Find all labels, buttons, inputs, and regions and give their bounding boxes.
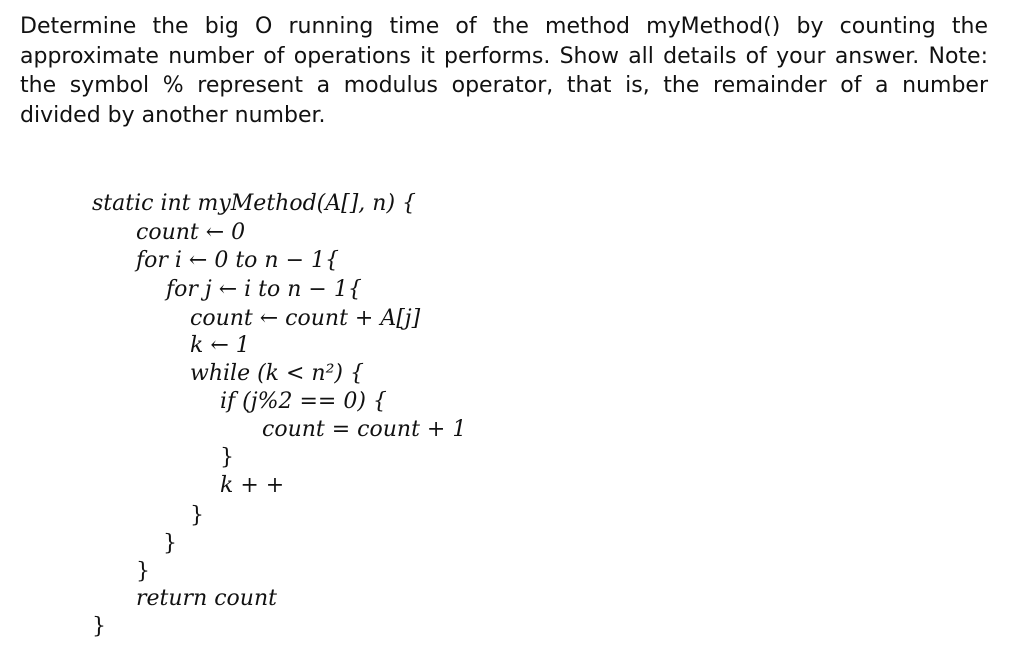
return-line: return count bbox=[136, 586, 277, 611]
close-while-brace: } bbox=[190, 503, 204, 528]
close-if-brace: } bbox=[220, 445, 234, 470]
method-signature: static int myMethod(A[], n) { bbox=[92, 191, 417, 216]
close-for-i-brace: } bbox=[136, 559, 150, 584]
count-init-line: count ← 0 bbox=[136, 220, 246, 245]
for-i-line: for i ← 0 to n − 1{ bbox=[136, 248, 340, 273]
while-line: while (k < n²) { bbox=[190, 361, 364, 386]
close-for-j-brace: } bbox=[163, 531, 177, 556]
count-add-line: count ← count + A[j] bbox=[190, 306, 421, 331]
question-text: Determine the big O running time of the method myMethod() by counting the approximate number of operations it performs. Show all details of your answer. Note: the symbol % represent a modulus operator, that is, the remainder of a number divided by another number. bbox=[20, 14, 988, 128]
k-init-line: k ← 1 bbox=[190, 333, 250, 358]
if-line: if (j%2 == 0) { bbox=[220, 389, 387, 414]
count-inc-line: count = count + 1 bbox=[262, 417, 467, 442]
k-inc-line: k + + bbox=[220, 473, 285, 498]
for-j-line: for j ← i to n − 1{ bbox=[166, 277, 362, 302]
close-method-brace: } bbox=[92, 614, 106, 639]
